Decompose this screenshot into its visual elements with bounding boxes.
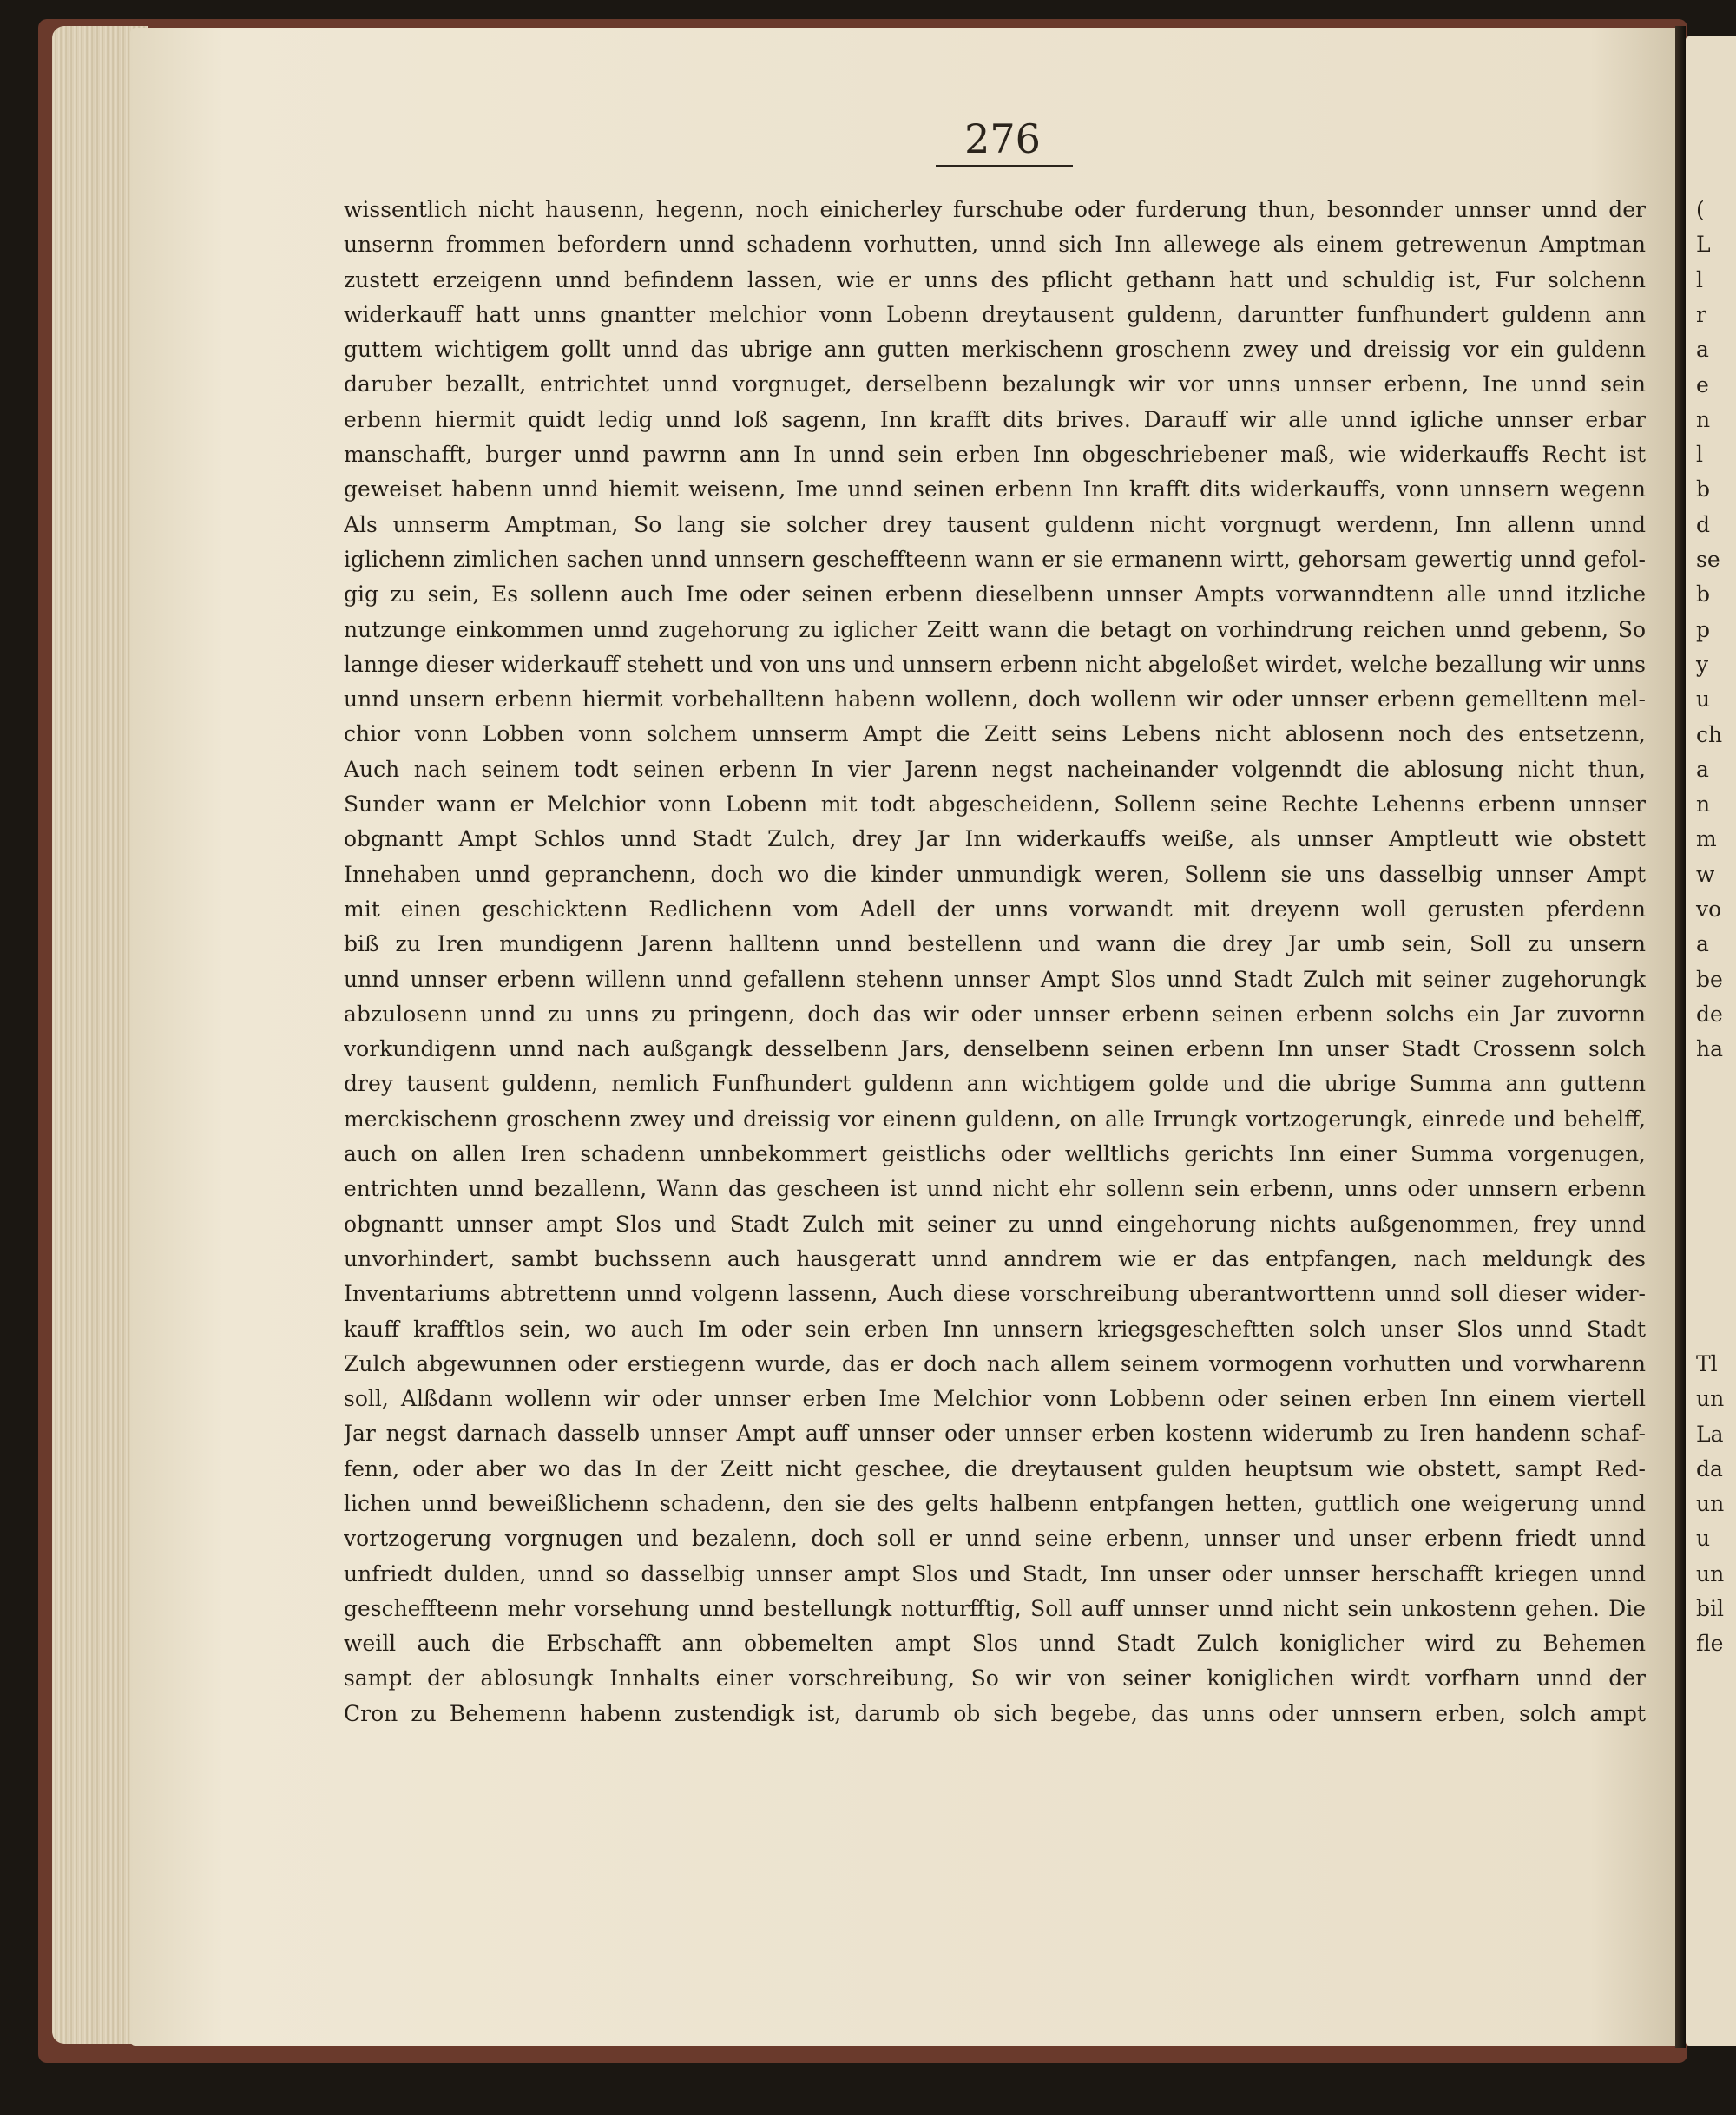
next-page-fragment: ( [1696, 197, 1705, 222]
next-page-fragment: a [1696, 931, 1709, 957]
next-page-fragment: a [1696, 756, 1709, 782]
text-line: Auch nach seinem todt seinen erbenn In vier Jarenn negst nacheinander volgenndt die ablosung nicht thun, [344, 756, 1646, 782]
gutter [1675, 26, 1686, 2048]
text-line: nutzunge einkommen unnd zugehorung zu iglicher Zeitt wann die betagt on vorhindrung reichen unnd gebenn, So [344, 616, 1646, 642]
page-number-rule [936, 165, 1073, 167]
text-line: unsernn frommen befordern unnd schadenn vorhutten, unnd sich Inn allewege als einem getrewenun Amptman [344, 232, 1646, 258]
text-line: guttem wichtigem gollt unnd das ubrige ann gutten merkischenn groschenn zwey und dreissig vor ein guldenn [344, 337, 1646, 363]
text-line: auch on allen Iren schadenn unnbekommert geistlichs oder welltlichs gerichts Inn einer Summa vorgenugen, [344, 1141, 1646, 1167]
next-page-fragment: vo [1696, 897, 1722, 922]
text-line: vorkundigenn unnd nach außgangk desselbenn Jars, denselbenn seinen erbenn Inn unser Stadt Crossenn solch [344, 1036, 1646, 1062]
next-page-fragment: Tl [1696, 1350, 1718, 1376]
text-line: obgnantt Ampt Schlos unnd Stadt Zulch, drey Jar Inn widerkauffs weiße, als unnser Amptleutt wie obstett [344, 826, 1646, 852]
next-page-fragment: ha [1696, 1036, 1724, 1062]
next-page-fragment: u [1696, 1526, 1711, 1552]
text-line: gig zu sein, Es sollenn auch Ime oder seinen erbenn dieselbenn unnser Ampts vorwanndtenn alle unnd itzliche [344, 581, 1646, 608]
next-page-fragment: b [1696, 581, 1711, 608]
text-line: merckischenn groschenn zwey und dreissig vor einenn guldenn, on alle Irrungk vortzogerungk, einrede und behelff, [344, 1106, 1646, 1132]
next-page-fragment: n [1696, 406, 1711, 432]
text-line: unnd unnser erbenn willenn unnd gefallenn stehenn unnser Ampt Slos unnd Stadt Zulch mit seiner zugehorungk [344, 966, 1646, 992]
next-page-fragment: l [1696, 442, 1703, 468]
text-line: iglichenn zimlichen sachen unnd unnsern gescheffteenn wann er sie ermanenn wirtt, gehorsam gewertig unnd gefol- [344, 546, 1646, 572]
text-line: obgnantt unnser ampt Slos und Stadt Zulch mit seiner zu unnd eingehorung nichts außgenommen, frey unnd [344, 1211, 1646, 1237]
next-page-fragment: a [1696, 337, 1709, 363]
next-page-fragment: l [1696, 266, 1703, 292]
text-line: daruber bezallt, entrichtet unnd vorgnuget, derselbenn bezalungk wir vor unns unnser erbenn, Ine unnd sein [344, 371, 1646, 397]
text-line: manschafft, burger unnd pawrnn ann In unnd sein erben Inn obgeschriebener maß, wie widerkauffs Recht ist [344, 442, 1646, 468]
text-line: fenn, oder aber wo das In der Zeitt nicht geschee, die dreytausent gulden heuptsum wie obstett, sampt Red- [344, 1455, 1646, 1481]
next-page-fragment: b [1696, 476, 1711, 502]
next-page-fragment: m [1696, 826, 1717, 852]
next-page-fragment: w [1696, 861, 1715, 887]
next-page-fragment: bil [1696, 1596, 1724, 1621]
text-line: Cron zu Behemenn habenn zustendigk ist, darumb ob sich begebe, das unns oder unnsern erben, solch ampt [344, 1700, 1646, 1726]
page-number: 276 [964, 115, 1041, 162]
text-line: Als unnserm Amptman, So lang sie solcher drey tausent guldenn nicht vorgnugt werdenn, Inn allenn unnd [344, 511, 1646, 537]
next-page-fragment: L [1696, 232, 1711, 258]
next-page-fragment: u [1696, 686, 1711, 713]
text-line: kauff krafftlos sein, wo auch Im oder sein erben Inn unnsern kriegsgescheftten solch unser Slos unnd Stadt [344, 1316, 1646, 1342]
text-line: unfriedt dulden, unnd so dasselbig unnser ampt Slos und Stadt, Inn unser oder unnser herschafft kriegen unnd [344, 1560, 1646, 1586]
next-page-fragment: da [1696, 1455, 1723, 1481]
text-line: chior vonn Lobben vonn solchem unnserm Ampt die Zeitt seins Lebens nicht ablosenn noch des entsetzenn, [344, 721, 1646, 747]
text-line: soll, Alßdann wollenn wir oder unnser erben Ime Melchior vonn Lobbenn oder seinen erben Inn einem viertell [344, 1386, 1646, 1412]
text-line: wissentlich nicht hausenn, hegenn, noch einicherley furschube oder furderung thun, besonnder unnser unnd der [344, 197, 1646, 222]
next-page-fragment: fle [1696, 1631, 1724, 1657]
text-line: Sunder wann er Melchior vonn Lobenn mit todt abgescheidenn, Sollenn seine Rechte Lehenns erbenn unnser [344, 791, 1646, 818]
text-line: Jar negst darnach dasselb unnser Ampt auff unnser oder unnser erben kostenn widerumb zu Iren handenn schaf- [344, 1421, 1646, 1447]
text-line: biß zu Iren mundigenn Jarenn halltenn unnd bestellenn und wann die drey Jar umb sein, Soll zu unsern [344, 931, 1646, 957]
next-page-fragment: ch [1696, 721, 1723, 747]
text-line: weill auch die Erbschafft ann obbemelten ampt Slos unnd Stadt Zulch koniglicher wird zu Behemen [344, 1631, 1646, 1657]
text-line: Zulch abgewunnen oder erstiegenn wurde, das er doch nach allem seinem vormogenn vorhutten und vorwharenn [344, 1350, 1646, 1376]
text-line: unnd unsern erbenn hiermit vorbehalltenn habenn wollenn, doch wollenn wir oder unnser erbenn gemelltenn mel- [344, 686, 1646, 713]
next-page-fragment: e [1696, 371, 1709, 397]
next-page-fragment: p [1696, 616, 1711, 642]
text-line: entrichten unnd bezallenn, Wann das gescheen ist unnd nicht ehr sollenn sein erbenn, unns oder unnsern erbenn [344, 1176, 1646, 1202]
text-line: widerkauff hatt unns gnantter melchior vonn Lobenn dreytausent guldenn, daruntter funfhundert guldenn ann [344, 301, 1646, 327]
text-line: Innehaben unnd gepranchenn, doch wo die kinder unmundigk weren, Sollenn sie uns dasselbig unnser Ampt [344, 861, 1646, 887]
text-line: sampt der ablosungk Innhalts einer vorschreibung, So wir von seiner koniglichen wirdt vorfharn unnd der [344, 1665, 1646, 1691]
text-line: mit einen geschicktenn Redlichenn vom Adell der unns vorwandt mit dreyenn woll gerusten pferdenn [344, 896, 1646, 922]
text-line: geweiset habenn unnd hiemit weisenn, Ime unnd seinen erbenn Inn krafft dits widerkauffs, vonn unnsern wegenn [344, 476, 1646, 502]
text-line: Inventariums abtrettenn unnd volgenn lassenn, Auch diese vorschreibung uberantworttenn unnd soll dieser wider- [344, 1281, 1646, 1307]
text-line: lichen unnd beweißlichenn schadenn, den sie des gelts halbenn entpfangen hetten, guttlich one weigerung unnd [344, 1490, 1646, 1516]
text-line: abzulosenn unnd zu unns zu pringenn, doch das wir oder unnser erbenn seinen erbenn solchs ein Jar zuvornn [344, 1001, 1646, 1027]
next-page-fragment: d [1696, 511, 1711, 537]
text-line: unvorhindert, sambt buchssenn auch hausgeratt unnd anndrem wie er das entpfangen, nach meldungk des [344, 1245, 1646, 1271]
text-line: vortzogerung vorgnugen und bezalenn, doch soll er unnd seine erbenn, unnser und unser erbenn friedt unnd [344, 1526, 1646, 1552]
text-line: lannge dieser widerkauff stehett und von uns und unnsern erbenn nicht abgeloßet wirdet, welche bezallung wir unns [344, 651, 1646, 677]
text-line: gescheffteenn mehr vorsehung unnd bestellungk notturfftig, Soll auff unnser unnd nicht sein unkostenn gehen. Die [344, 1595, 1646, 1621]
next-page-fragment: y [1696, 651, 1709, 677]
next-page-fragment: be [1696, 966, 1723, 992]
text-line: drey tausent guldenn, nemlich Funfhundert guldenn ann wichtigem golde und die ubrige Summa ann guttenn [344, 1071, 1646, 1097]
next-page-fragment: un [1696, 1560, 1725, 1586]
next-page-fragment: un [1696, 1386, 1725, 1412]
next-page-fragment: r [1696, 301, 1706, 327]
text-line: zustett erzeigenn unnd befindenn lassen, wie er unns des pflicht gethann hatt und schuldig ist, Fur solchenn [344, 266, 1646, 292]
next-page-fragment: La [1696, 1421, 1724, 1447]
next-page-fragment: de [1696, 1001, 1723, 1027]
next-page-fragment: n [1696, 791, 1711, 818]
text-line: erbenn hiermit quidt ledig unnd loß sagenn, Inn krafft dits brives. Darauff wir alle unnd igliche unnser erbar [344, 406, 1646, 432]
next-page-fragment: un [1696, 1491, 1725, 1517]
next-page-fragment: se [1696, 547, 1720, 572]
body-text [344, 193, 1646, 1731]
